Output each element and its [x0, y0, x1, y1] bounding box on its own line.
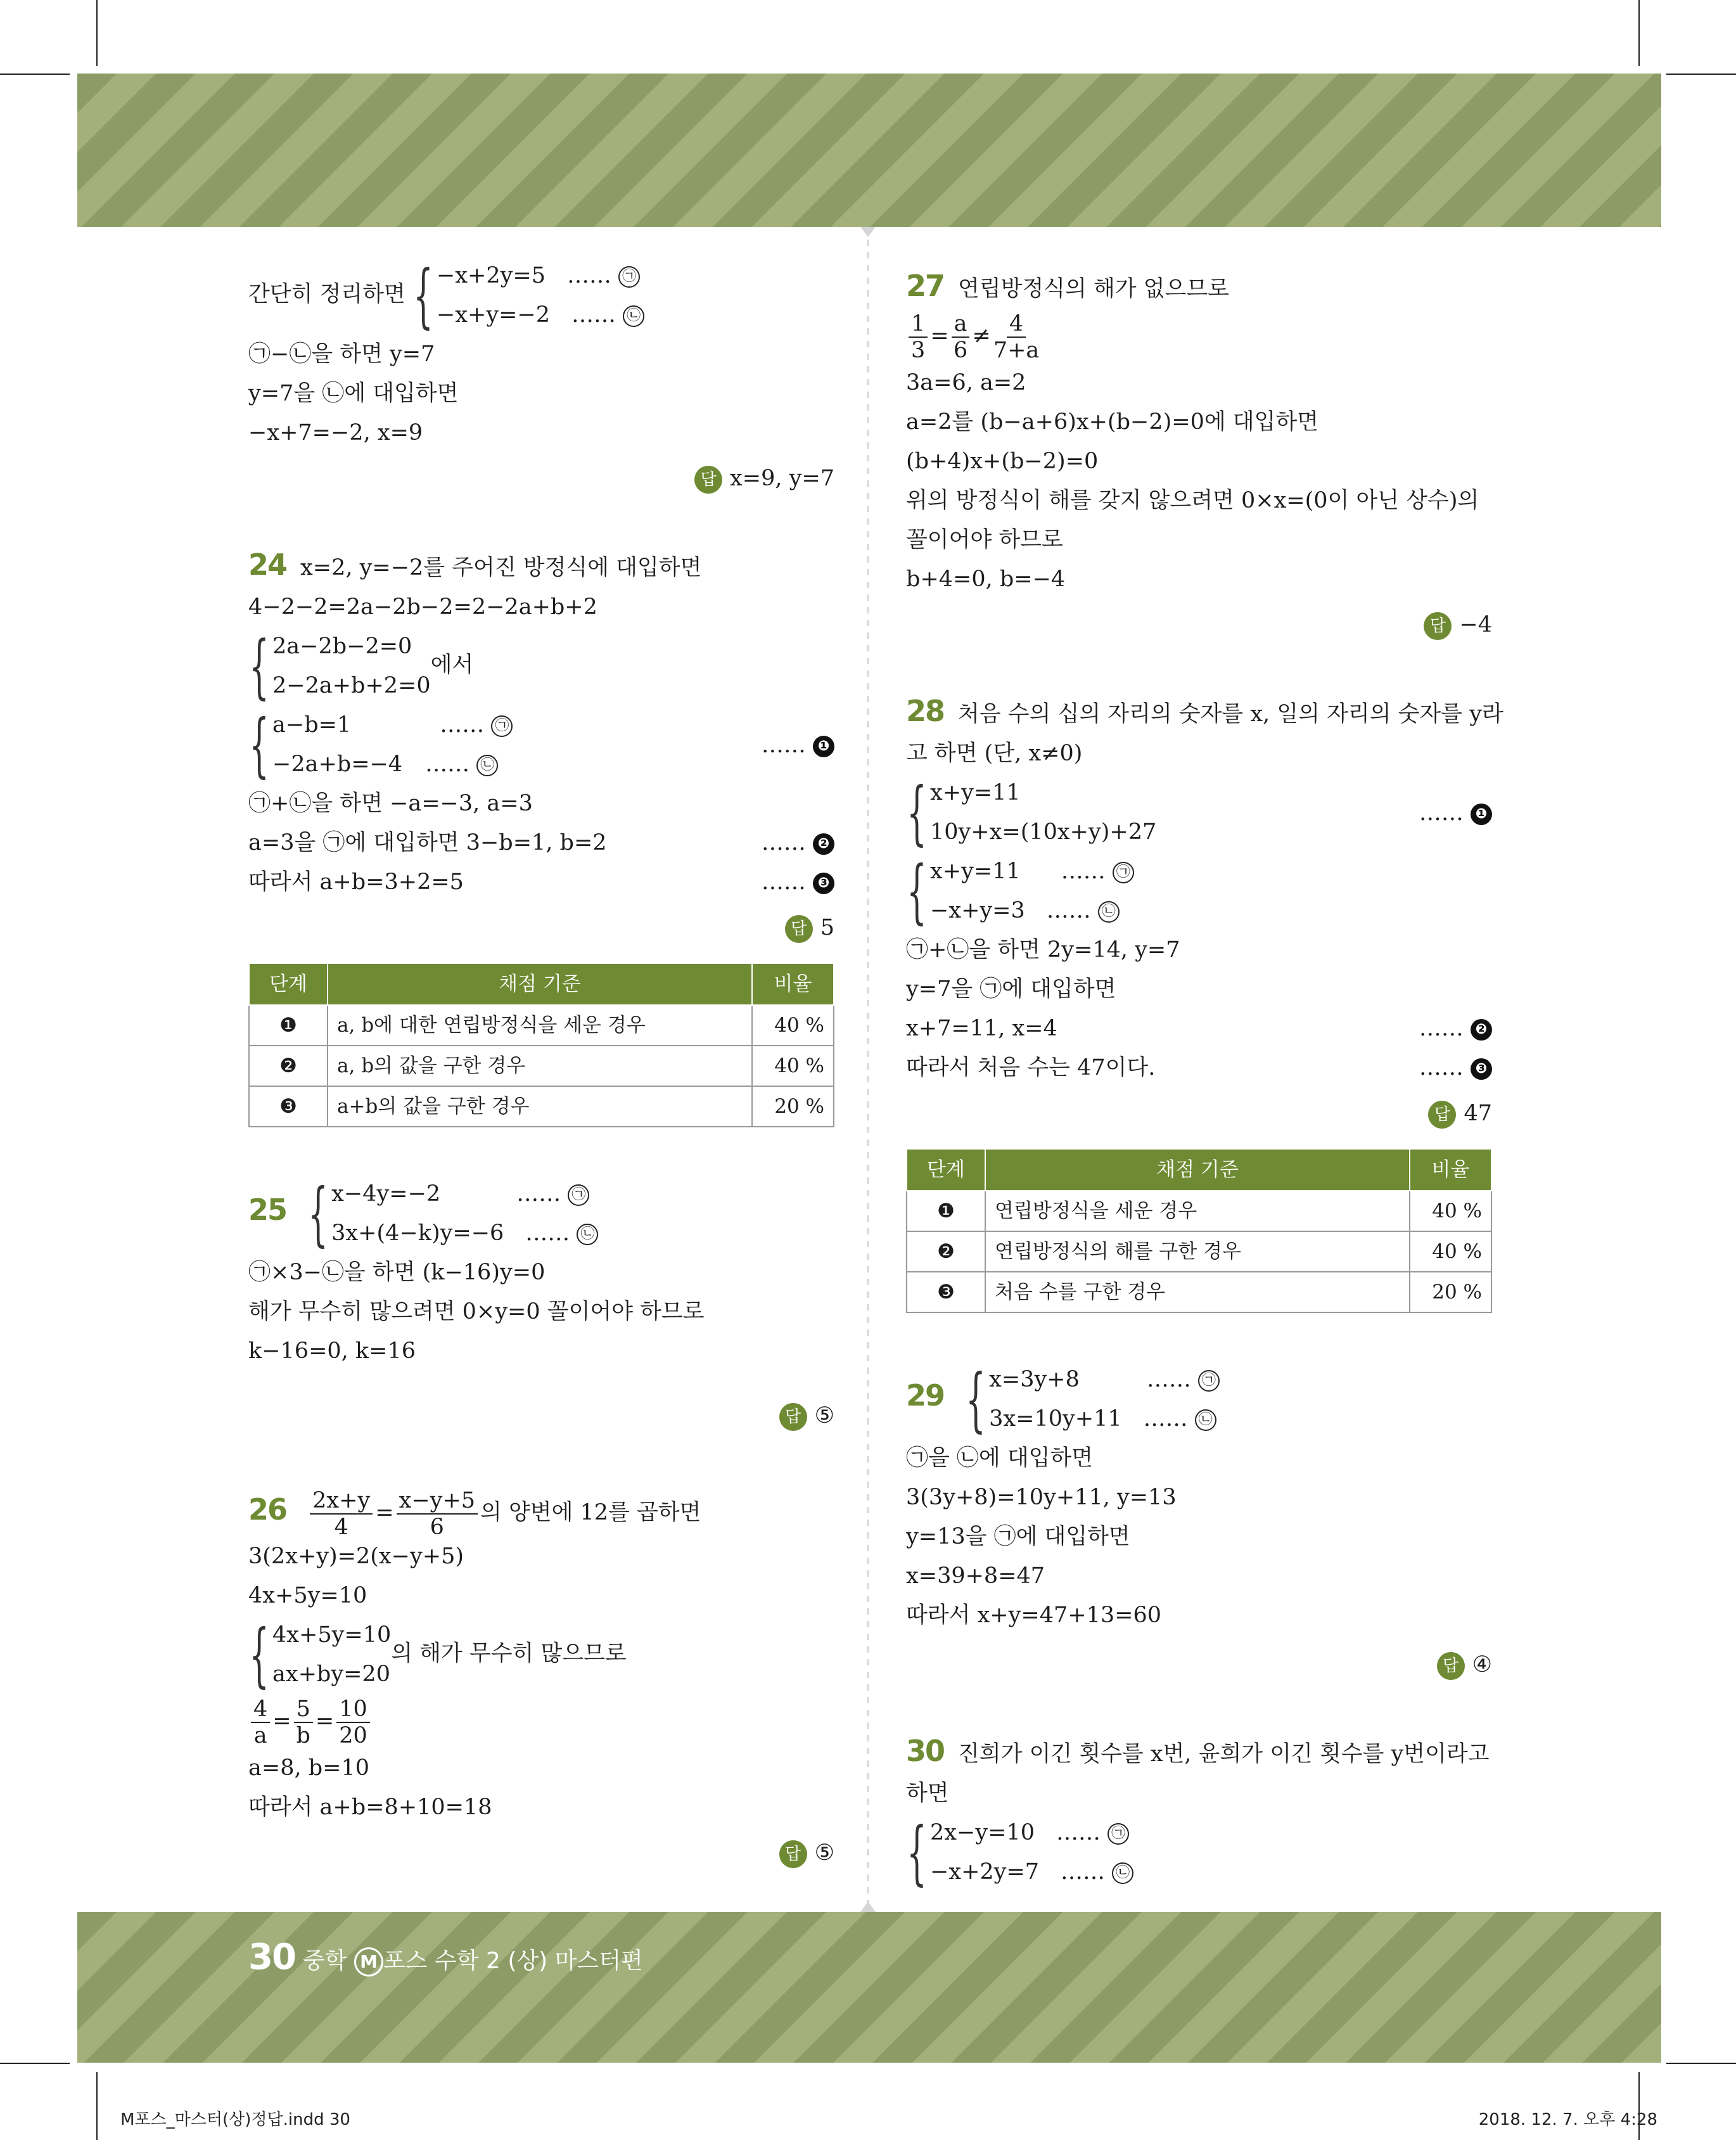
problem-number: 24 [248, 548, 287, 582]
equation-system: { x+y=11 10y+x=(10x+y)+27 [907, 772, 1157, 853]
step-marker: …… ❶ [762, 726, 834, 765]
answer: 답 ⑤ [248, 1833, 834, 1873]
step-marker: …… ❷ [1419, 1009, 1492, 1048]
problem-25: 25 { x−4y=−2 …… ㉠ 3x+(4−k)y=−6 …… ㉡ ㉠×3−㉡을 하면 (k−16)y=0 해가 무수히 많으려면 0×y=0 꼴이어야 하므로 k−16=0, k=16 답 ⑤ [248, 1174, 834, 1435]
left-column [248, 256, 834, 1873]
fraction: $\frac{1}{3}$ [909, 311, 928, 363]
cont-intro: 간단히 정리하면 { −x+2y=5 …… ㉠ −x+y=−2 …… ㉡ [248, 256, 834, 335]
book-title: 중학 M 포스 수학 2 (상) 마스터편 [303, 1943, 643, 1977]
table-row: ❷ a, b의 값을 구한 경우 40 % [249, 1046, 834, 1086]
fraction: $\frac{x-y+5}{6}$ [397, 1488, 478, 1540]
answer: 답 47 [906, 1094, 1492, 1133]
answer: 답 ④ [906, 1645, 1492, 1684]
equation-system: { 4x+5y=10 ax+by=20 [249, 1614, 392, 1695]
solution-line: y=7을 ㉡에 대입하면 [248, 381, 459, 406]
answer-badge: 답 [779, 1403, 807, 1431]
crop-mark [96, 2072, 98, 2140]
fraction: $\frac{4}{7+a}$ [993, 311, 1040, 363]
fraction: $\frac{10}{20}$ [336, 1696, 370, 1748]
answer-badge: 답 [1424, 612, 1452, 640]
table-row: ❸ a+b의 값을 구한 경우 20 % [249, 1086, 834, 1127]
print-slug-file: M포스_마스터(상)정답.indd 30 [120, 2110, 350, 2129]
equation-system: { −x+2y=5 …… ㉠ −x+y=−2 …… ㉡ [412, 256, 644, 335]
equation-system: { x=3y+8 …… ㉠ 3x=10y+11 …… ㉡ [965, 1360, 1220, 1438]
fraction: $\frac{2x+y}{4}$ [310, 1488, 373, 1540]
equation-system: { 2x−y=10 …… ㉠ −x+2y=7 …… ㉡ [906, 1813, 1133, 1892]
problem-number: 30 [906, 1734, 945, 1768]
problem-28: 28 처음 수의 십의 자리의 숫자를 x, 일의 자리의 숫자를 y라 고 하면 (단, x≠0) { x+y=11 10y+x=(10x+y)+27 …… ❶ { x+y=11 …… ㉠ −x+y=3 …… ㉡ ㉠+㉡을 하면 2y=14, y=7 y=7을 ㉠에 대입하면 x+7=11, x=4 …… ❷ 따라서 처음 수는 47이다. …… ❸ 답 47 단계 채점 기준 비율 ❶ 연립방정식을 세운 경우 40 % ❷ 연립방정식의 해를 구한 경우 40 % ❸ 처음 수를 구한 경우 20 % [906, 691, 1492, 1313]
crop-mark [1638, 0, 1640, 66]
equation-system: { x+y=11 …… ㉠ −x+y=3 …… ㉡ [906, 852, 1134, 930]
answer: 답 5 [248, 908, 834, 947]
m-logo-icon: M [354, 1947, 383, 1977]
footer-band [77, 1912, 1661, 2063]
problem-number: 26 [248, 1492, 287, 1527]
right-column [906, 266, 1503, 1893]
equation-system: { a−b=1 …… ㉠ −2a+b=−4 …… ㉡ [248, 705, 513, 784]
header-band [77, 74, 1661, 227]
fraction: $\frac{5}{b}$ [294, 1696, 313, 1748]
table-row: ❷ 연립방정식의 해를 구한 경우 40 % [907, 1231, 1491, 1272]
step-marker: …… ❷ [762, 823, 834, 862]
answer-badge: 답 [694, 466, 722, 494]
solution-line: ㉠−㉡을 하면 y=7 [248, 342, 435, 367]
step-marker: …… ❸ [1419, 1048, 1492, 1087]
step-marker: …… ❶ [1419, 793, 1492, 833]
table-row: ❶ 연립방정식을 세운 경우 40 % [907, 1191, 1491, 1231]
problem-26: 26 $\frac{2x+y}{4}$ = $\frac{x-y+5}{6}$ 의 양변에 12를 곱하면 3(2x+y)=2(x−y+5) 4x+5y=10 { 4x+5y=10 ax+by=20 의 해가 무수히 많으므로 $\frac{4}{a}$ = $\frac{5}{b}$ = $\frac{10}{20}$ a=8, b=10 따라서 a+b=8+10=18 답 ⑤ [248, 1482, 834, 1873]
crop-mark [96, 0, 98, 66]
answer-badge: 답 [1428, 1101, 1456, 1129]
answer-badge: 답 [1437, 1652, 1465, 1680]
solution-line: −x+7=−2, x=9 [248, 420, 423, 445]
column-divider [867, 227, 869, 1912]
divider-notch [860, 227, 876, 237]
table-row: ❶ a, b에 대한 연립방정식을 세운 경우 40 % [249, 1005, 834, 1046]
scoring-table: 단계 채점 기준 비율 ❶ a, b에 대한 연립방정식을 세운 경우 40 % ❷ a, b의 값을 구한 경우 40 % ❸ a+b의 값을 구한 경우 20 % [248, 963, 834, 1127]
divider-notch [860, 1902, 876, 1912]
page-number: 30 [248, 1937, 295, 1978]
problem-number: 27 [906, 269, 945, 303]
problem-29: 29 { x=3y+8 …… ㉠ 3x=10y+11 …… ㉡ ㉠을 ㉡에 대입하면 3(3y+8)=10y+11, y=13 y=13을 ㉠에 대입하면 x=39+8=47 따라서 x+y=47+13=60 답 ④ [906, 1360, 1492, 1684]
problem-number: 29 [906, 1378, 945, 1413]
print-slug-date: 2018. 12. 7. 오후 4:28 [1478, 2110, 1657, 2129]
problem-24: 24 x=2, y=−2를 주어진 방정식에 대입하면 4−2−2=2a−2b−2=2−2a+b+2 { 2a−2b−2=0 2−2a+b+2=0 에서 { a−b=1 …… ㉠ −2a+b=−4 …… ㉡ …… ❶ ㉠+㉡을 하면 −a=−3, a=3 a=3을 ㉠에 대입하면 3−b=1, b=2 …… ❷ 따라서 a+b=3+2=5 …… ❸ 답 5 단계 채점 기준 비율 ❶ a, b에 대한 연립방정식을 세운 경우 40 % ❷ a, b의 값을 구한 경우 40 % ❸ a+b의 값을 구한 경우 20 % [248, 545, 834, 1127]
equation-system: { 2a−2b−2=0 2−2a+b+2=0 [249, 625, 431, 707]
answer-badge: 답 [779, 1840, 807, 1868]
answer: 답 x=9, y=7 [248, 459, 834, 498]
answer: 답 ⑤ [248, 1396, 834, 1435]
crop-mark [0, 74, 70, 75]
fraction: $\frac{a}{6}$ [952, 311, 970, 363]
scoring-table: 단계 채점 기준 비율 ❶ 연립방정식을 세운 경우 40 % ❷ 연립방정식의 해를 구한 경우 40 % ❸ 처음 수를 구한 경우 20 % [906, 1148, 1492, 1313]
table-row: ❸ 처음 수를 구한 경우 20 % [907, 1272, 1491, 1312]
crop-mark [1666, 74, 1736, 75]
equation-system: { x−4y=−2 …… ㉠ 3x+(4−k)y=−6 …… ㉡ [307, 1174, 598, 1253]
crop-mark [0, 2063, 70, 2064]
problem-number: 25 [248, 1192, 287, 1227]
problem-27: 27 연립방정식의 해가 없으므로 $\frac{1}{3}$ = $\frac{a}{6}$ ≠ $\frac{4}{7+a}$ 3a=6, a=2 a=2를 (b−a+6)x+(b−2)=0에 대입하면 (b+4)x+(b−2)=0 위의 방정식이 해를 갖지 않으려면 0×x=(0이 아닌 상수)의 꼴이어야 하므로 b+4=0, b=−4 답 −4 [906, 266, 1492, 644]
problem-30: 30 진희가 이긴 횟수를 x번, 윤희가 이긴 횟수를 y번이라고 하면 { 2x−y=10 …… ㉠ −x+2y=7 …… ㉡ [906, 1734, 1490, 1893]
fraction: $\frac{4}{a}$ [251, 1696, 270, 1748]
crop-mark [1666, 2063, 1736, 2064]
answer: 답 −4 [906, 605, 1492, 644]
answer-badge: 답 [785, 915, 813, 943]
step-marker: …… ❸ [762, 862, 834, 902]
problem-number: 28 [906, 694, 945, 728]
